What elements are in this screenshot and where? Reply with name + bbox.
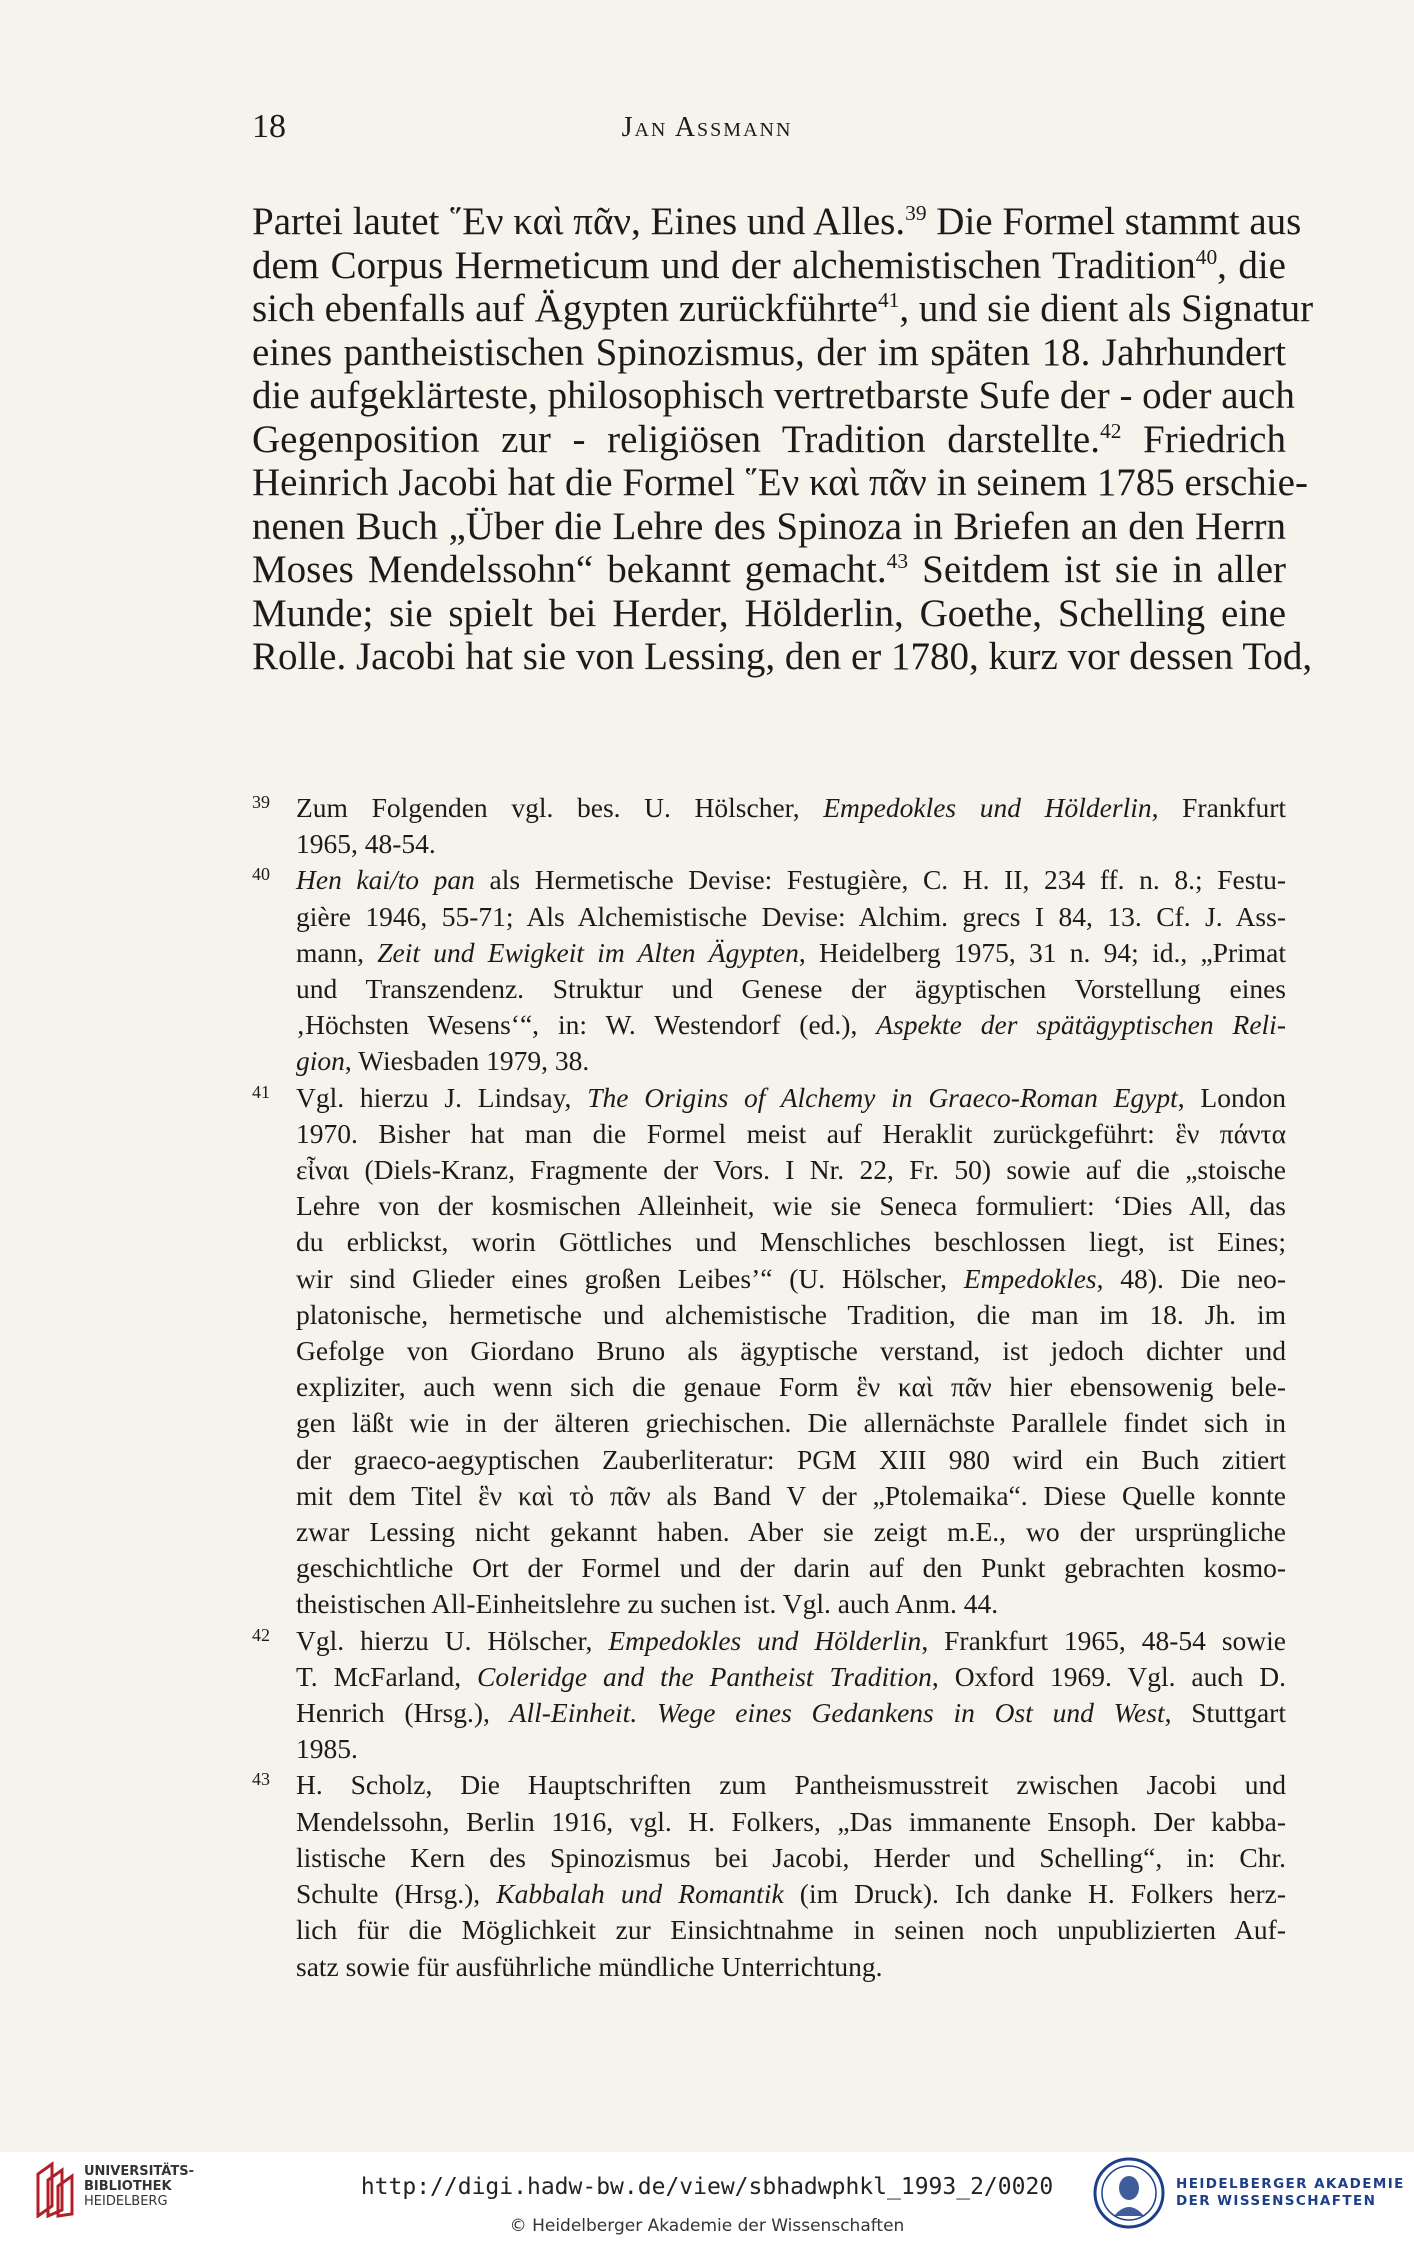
body-text-segment: Gegenposition zur - religiösen Tradition darstellte. [252,417,1100,461]
footnote-text: , Wiesbaden 1979, 38. [344,1045,590,1077]
academy-seal-icon [1092,2156,1166,2230]
source-url-link[interactable]: http://digi.hadw-bw.de/view/sbhadwphkl_1993_2/0020 [360,2174,1054,2200]
library-line: BIBLIOTHEK [84,2179,172,2194]
footnote-line [296,826,1286,862]
footnote-text: Lehre von der kosmischen Alleinheit, wie sie Seneca formuliert: ‘Dies All, das [296,1190,1286,1222]
footnote-text: listische Kern des Spinozismus bei Jacobi, Herder und Schelling“, in: Chr. [296,1841,1286,1873]
body-text-segment: nenen Buch „Über die Lehre des Spinoza in Briefen an den Herrn [252,504,1286,548]
footnote-text: , Oxford 1969. Vgl. auch D. [931,1660,1286,1692]
footnote-text: mit dem Titel ἓν καὶ τὸ πᾶν als Band V der „Ptolemaika“. Diese Quelle konnte [296,1479,1286,1511]
footnote-line [296,1949,1286,1985]
footnote-line [296,1695,1286,1731]
footnote [252,862,1286,1079]
footnote-line [296,1007,1286,1043]
body-line [252,461,1308,505]
footnote-text: theistischen All-Einheitslehre zu suchen ist. Vgl. auch Anm. 44. [296,1588,999,1620]
footnote-line [296,1659,1286,1695]
footnote-text: Gefolge von Giordano Bruno als ägyptische verstand, ist jedoch dichter und [296,1335,1286,1367]
footnote-reference[interactable]: 43 [886,549,909,573]
footnote-text: , Stuttgart [1164,1697,1286,1729]
academy-name [1176,2176,1405,2210]
footnote-text: lich für die Möglichkeit zur Einsichtnahme in seinen noch unpublizierten Auf- [296,1914,1286,1946]
italic-title: All-Einheit. Wege eines Gedankens in Ost und West [509,1697,1165,1729]
library-line: HEIDELBERG [84,2194,168,2209]
italic-title: Coleridge and the Pantheist Tradition [477,1660,932,1692]
footnote-line [296,1080,1286,1116]
footnote-text: 1985. [296,1733,358,1765]
footnote-text: wir sind Glieder eines großen Leibes’“ (U. Hölscher, [296,1262,964,1294]
footnote-reference[interactable]: 42 [1099,418,1122,443]
body-text-segment: Munde; sie spielt bei Herder, Hölderlin, Goethe, Schelling eine [252,591,1286,635]
footnote-number: 39 [252,792,270,812]
body-line [252,374,1295,418]
footnote-line [296,1586,1286,1622]
footnote-text: ‚Höchsten Wesens‘“, in: W. Westendorf (ed.), [296,1009,877,1041]
footnote-text: geschichtliche Ort der Formel und der darin auf den Punkt gebrachten kosmo- [296,1552,1286,1584]
footnote-line [296,1188,1286,1224]
footnote-text: Mendelssohn, Berlin 1916, vgl. H. Folkers, „Das immanente Ensoph. Der kabba- [296,1805,1286,1837]
footnote-number: 40 [252,864,270,885]
italic-title: Zeit und Ewigkeit im Alten Ägypten [377,936,799,968]
footnote [252,1080,1286,1623]
footnote-text: , 48). Die neo- [1096,1262,1286,1294]
footnote-text: Vgl. hierzu U. Hölscher, [296,1624,609,1656]
body-text-segment: Friedrich [1121,417,1286,461]
footnote-line [296,1478,1286,1514]
footnote-reference[interactable]: 41 [877,288,900,312]
footnote-text: und Transzendenz. Struktur und Genese der ägyptischen Vorstellung eines [296,973,1286,1005]
footnote-text: gière 1946, 55-71; Als Alchemistische Devise: Alchim. grecs I 84, 13. Cf. J. Ass- [296,900,1286,932]
body-line [252,592,1286,636]
copyright-notice: © Heidelberger Akademie der Wissenschaften [509,2216,905,2236]
footnote-text: 1965, 48-54. [296,828,436,860]
footnote-line [296,1550,1286,1586]
body-text-segment: Moses Mendelssohn“ bekannt gemacht. [252,548,887,591]
italic-title: Empedokles und Hölderlin, [823,792,1159,823]
italic-title: Hen kai/to pan [296,864,475,896]
footnote-line [296,1623,1286,1659]
footnote-number: 43 [252,1769,270,1790]
body-line [252,200,1302,244]
footnote-line [296,935,1286,971]
italic-title: gion [296,1045,345,1077]
footnote-text: T. McFarland, [296,1660,478,1692]
footnote-number: 42 [252,1624,270,1645]
footnote-text: Henrich (Hrsg.), [296,1697,510,1729]
body-text-segment: Heinrich Jacobi hat die Formel ῞Εν καὶ πᾶν in seinem 1785 erschie- [252,461,1308,504]
footnote-line [296,1405,1286,1441]
footnote-reference[interactable]: 40 [1195,244,1218,269]
footnote-text: mann, [296,936,378,968]
body-line [252,418,1286,462]
body-text-segment: Seitdem ist sie in aller [908,548,1286,591]
footnote-text: expliziter, auch wenn sich die genaue Form ἓν καὶ πᾶν hier ebensowenig bele- [296,1371,1286,1403]
body-text-segment: Die Formel stammt aus [926,200,1302,243]
footnote [252,790,1286,862]
footnote-line [296,1333,1286,1369]
footnote-text: εἶναι (Diels-Kranz, Fragmente der Vors. I Nr. 22, Fr. 50) sowie auf die „stoische [296,1154,1286,1186]
footnote-line [296,1912,1286,1948]
body-line [252,548,1286,592]
footnote-reference[interactable]: 39 [905,201,927,225]
footnote-text: , Frankfurt 1965, 48-54 sowie [921,1624,1286,1656]
footnote-line [296,1369,1286,1405]
academy-line: HEIDELBERGER AKADEMIE [1176,2176,1405,2192]
footnote-line [296,971,1286,1007]
footnote-text: Vgl. hierzu J. Lindsay, [296,1081,588,1113]
body-text-segment: die aufgeklärteste, philosophisch vertretbarste Sufe der - oder auch [252,374,1295,417]
body-text-segment: Partei lautet ῞Εν καὶ πᾶν, Eines und Alles. [252,200,906,243]
academy-line: DER WISSENSCHAFTEN [1176,2193,1377,2209]
footer-bar [0,2152,1414,2249]
body-line [252,635,1313,679]
body-text-segment: sich ebenfalls auf Ägypten zurückführte [252,287,878,330]
footnote-text: , London [1177,1081,1286,1113]
page-number: 18 [252,108,286,145]
footnote-text: zwar Lessing nicht gekannt haben. Aber sie zeigt m.E., wo der ursprüngliche [296,1516,1286,1548]
footnote-number: 41 [252,1081,270,1102]
footnote-text: , Heidelberg 1975, 31 n. 94; id., „Primat [798,936,1286,968]
footnote-text: 1970. Bisher hat man die Formel meist auf Heraklit zurückgeführt: ἓν πάντα [296,1117,1286,1149]
italic-title: Empedokles und Hölderlin [608,1624,922,1656]
footnote-line [296,1514,1286,1550]
italic-title: Kabbalah und Romantik [496,1878,784,1910]
body-text-segment: , und sie dient als Signatur [899,287,1314,330]
body-text [252,200,1314,679]
footnote [252,1623,1286,1768]
footnote-text: du erblickst, worin Göttliches und Menschliches beschlossen liegt, ist Eines; [296,1226,1286,1258]
footnote-line [296,1731,1286,1767]
library-line: UNIVERSITÄTS- [84,2164,194,2179]
footnote-text: gen läßt wie in der älteren griechischen. Die allernächste Parallele findet sich in [296,1407,1286,1439]
footnote-text: (im Druck). Ich danke H. Folkers herz- [783,1878,1286,1910]
footnote [252,1767,1286,1984]
running-head: Jan Assmann [621,112,793,143]
footnote-line [296,1043,1286,1079]
body-text-segment: dem Corpus Hermeticum und der alchemistischen Tradition [252,243,1196,287]
footnote-line [296,1876,1286,1912]
footnote-text: Schulte (Hrsg.), [296,1878,497,1910]
footnote-line [296,1767,1286,1803]
footnote-line [296,1297,1286,1333]
footnote-line [296,1152,1286,1188]
italic-title: Empedokles [963,1262,1097,1294]
footnote-line [296,1442,1286,1478]
footnote-text: Frankfurt [1158,792,1286,823]
footnote-line [296,1804,1286,1840]
footnote-line [296,1224,1286,1260]
footnote-line [296,1116,1286,1152]
footnote-line [296,862,1286,898]
body-text-segment: , die [1217,243,1286,287]
italic-title: Aspekte der spätägyptischen Reli- [876,1009,1286,1041]
footnote-line [296,1840,1286,1876]
body-line [252,287,1314,331]
footnote-text: H. Scholz, Die Hauptschriften zum Pantheismusstreit zwischen Jacobi und [296,1769,1286,1801]
footnote-line [296,1261,1286,1297]
italic-title: The Origins of Alchemy in Graeco-Roman Egypt [587,1081,1178,1113]
body-text-segment: Rolle. Jacobi hat sie von Lessing, den er 1780, kurz vor dessen Tod, [252,635,1313,678]
footnote-text: platonische, hermetische und alchemistische Tradition, die man im 18. Jh. im [296,1298,1286,1330]
footnote-text: Zum Folgenden vgl. bes. U. Hölscher, [296,792,824,823]
footnote-line [296,790,1286,826]
footnotes [252,790,1286,1985]
body-line [252,505,1286,549]
body-line [252,244,1286,288]
footnote-line [296,899,1286,935]
footnote-text: als Hermetische Devise: Festugière, C. H. II, 234 ff. n. 8.; Festu- [474,864,1286,896]
footnote-text: satz sowie für ausführliche mündliche Unterrichtung. [296,1950,883,1982]
body-line [252,331,1286,375]
body-text-segment: eines pantheistischen Spinozismus, der im späten 18. Jahrhundert [252,330,1286,374]
footnote-text: der graeco-aegyptischen Zauberliteratur: PGM XIII 980 wird ein Buch zitiert [296,1443,1286,1475]
